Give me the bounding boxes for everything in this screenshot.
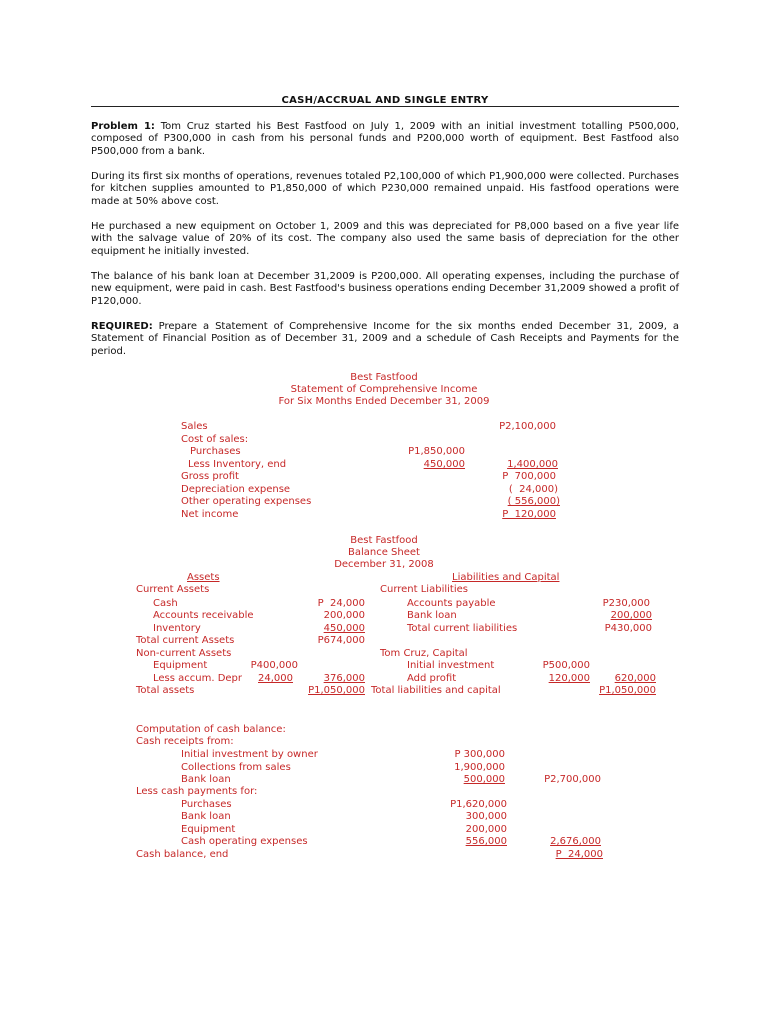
problem-paragraph-3: He purchased a new equipment on October 1, 2009 and this was depreciated for P8,000 based on a five year life with the salvage value of 20% of its cost. The company also used the same basis of depreciation for the other equipment he initially invested. xyxy=(91,221,679,257)
cash-r2-label: Collections from sales xyxy=(181,762,291,773)
balance-liab-head: Liabilities and Capital xyxy=(452,572,560,583)
income-gross-label: Gross profit xyxy=(181,471,239,482)
income-less-inventory-label: Less Inventory, end xyxy=(188,459,287,470)
income-net-label: Net income xyxy=(181,509,239,520)
cash-r1-amount: P 300,000 xyxy=(454,749,505,760)
balance-inventory-amount: 450,000 xyxy=(323,623,365,634)
balance-tcl-label: Total current liabilities xyxy=(407,623,518,634)
income-sales-amount: P2,100,000 xyxy=(499,421,556,432)
cash-p2-amount: 300,000 xyxy=(465,811,507,822)
income-dep-amount: ( 24,000) xyxy=(508,484,558,495)
balance-current-assets: Current Assets xyxy=(136,584,210,595)
required-label: REQUIRED: xyxy=(91,321,153,332)
balance-equipment-amount: P400,000 xyxy=(250,660,298,671)
problem-label: Problem 1: xyxy=(91,121,155,132)
income-net-amount: P 120,000 xyxy=(502,509,556,520)
balance-cash-label: Cash xyxy=(153,598,178,609)
problem-paragraph-4: The balance of his bank loan at December 31,2009 is P200,000. All operating expenses, including the purchase of new equipment, were paid in cash. Best Fastfood's business operations ending December 31,2009 showed a profit of P120,000. xyxy=(91,271,679,307)
problem-text-1: Tom Cruz started his Best Fastfood on July 1, 2009 with an initial investment totalling P500,000, composed of P300,000 in cash from his personal funds and P200,000 worth of equipment. Best Fastfood also P500,000 from a bank. xyxy=(91,121,680,157)
income-gross-amount: P 700,000 xyxy=(502,471,556,482)
balance-assets-head: Assets xyxy=(187,572,220,583)
balance-initial-amount: P500,000 xyxy=(542,660,590,671)
income-cos-amount: 1,400,000 xyxy=(507,459,558,470)
income-heading-period: For Six Months Ended December 31, 2009 xyxy=(278,396,490,407)
cash-p2-label: Bank loan xyxy=(181,811,231,822)
balance-ap-amount: P230,000 xyxy=(602,598,650,609)
cash-payments-label: Less cash payments for: xyxy=(136,786,258,797)
balance-capital-label: Tom Cruz, Capital xyxy=(380,648,468,659)
balance-cash-amount: P 24,000 xyxy=(317,598,365,609)
balance-accum-label: Less accum. Depr xyxy=(153,673,243,684)
balance-total-assets-label: Total assets xyxy=(136,685,195,696)
income-dep-label: Depreciation expense xyxy=(181,484,291,495)
balance-total-lc-amount: P1,050,000 xyxy=(599,685,656,696)
problem-paragraph-1 xyxy=(91,121,679,158)
balance-equipment-label: Equipment xyxy=(153,660,208,671)
cash-heading: Computation of cash balance: xyxy=(136,724,286,735)
income-sales-label: Sales xyxy=(181,421,208,432)
balance-accum-amount: 24,000 xyxy=(258,673,293,684)
income-heading-title: Statement of Comprehensive Income xyxy=(290,384,478,395)
income-purchases-amount: P1,850,000 xyxy=(408,446,465,457)
required-text: Prepare a Statement of Comprehensive Income for the six months ended December 31, 2009, a Statement of Financial Position as of December 31, 2009 and a schedule of Cash Receipts and Payments for the period. xyxy=(91,321,679,357)
title-rule xyxy=(91,106,679,107)
cash-p3-label: Equipment xyxy=(181,824,236,835)
problem-paragraph-2: During its first six months of operations, revenues totaled P2,100,000 of which P1,900,000 were collected. Purchases for kitchen supplies amounted to P1,850,000 of which P230,000 remained unpaid. His fastfood operations were made at 50% above cost. xyxy=(91,171,679,207)
balance-inventory-label: Inventory xyxy=(153,623,201,634)
cash-p3-amount: 200,000 xyxy=(465,824,507,835)
balance-capital-amount: 620,000 xyxy=(614,673,656,684)
balance-net-equipment: 376,000 xyxy=(323,673,365,684)
balance-heading-title: Balance Sheet xyxy=(348,547,420,558)
balance-bank-loan-label: Bank loan xyxy=(407,610,457,621)
income-other-label: Other operating expenses xyxy=(181,496,312,507)
income-cos-label: Cost of sales: xyxy=(181,434,249,445)
balance-tcl-amount: P430,000 xyxy=(604,623,652,634)
balance-ar-amount: 200,000 xyxy=(323,610,365,621)
balance-initial-label: Initial investment xyxy=(407,660,495,671)
cash-receipts-total: P2,700,000 xyxy=(544,774,601,785)
income-heading-company: Best Fastfood xyxy=(350,372,418,383)
cash-p4-amount: 556,000 xyxy=(465,836,507,847)
balance-ap-label: Accounts payable xyxy=(407,598,496,609)
cash-end-label: Cash balance, end xyxy=(136,849,229,860)
income-purchases-label: Purchases xyxy=(190,446,241,457)
balance-add-profit-label: Add profit xyxy=(407,673,457,684)
cash-r2-amount: 1,900,000 xyxy=(454,762,505,773)
document-title: CASH/ACCRUAL AND SINGLE ENTRY xyxy=(281,95,489,106)
balance-total-assets-amount: P1,050,000 xyxy=(308,685,365,696)
balance-current-liab: Current Liabilities xyxy=(380,584,468,595)
balance-tca-amount: P674,000 xyxy=(317,635,365,646)
cash-r1-label: Initial investment by owner xyxy=(181,749,318,760)
balance-nca-label: Non-current Assets xyxy=(136,648,232,659)
balance-bank-loan-amount: 200,000 xyxy=(610,610,652,621)
required-paragraph xyxy=(91,321,679,358)
balance-add-profit-amount: 120,000 xyxy=(548,673,590,684)
balance-heading-company: Best Fastfood xyxy=(350,535,418,546)
cash-receipts-label: Cash receipts from: xyxy=(136,736,234,747)
balance-heading-date: December 31, 2008 xyxy=(334,559,434,570)
balance-total-lc-label: Total liabilities and capital xyxy=(371,685,501,696)
cash-p1-label: Purchases xyxy=(181,799,232,810)
cash-r3-label: Bank loan xyxy=(181,774,231,785)
cash-payments-total: 2,676,000 xyxy=(550,836,601,847)
income-inventory-amount: 450,000 xyxy=(423,459,465,470)
cash-p4-label: Cash operating expenses xyxy=(181,836,308,847)
cash-r3-amount: 500,000 xyxy=(463,774,505,785)
income-other-amount: ( 556,000) xyxy=(507,496,560,507)
balance-tca-label: Total current Assets xyxy=(136,635,235,646)
cash-p1-amount: P1,620,000 xyxy=(450,799,507,810)
cash-end-amount: P 24,000 xyxy=(555,849,603,860)
balance-ar-label: Accounts receivable xyxy=(153,610,254,621)
